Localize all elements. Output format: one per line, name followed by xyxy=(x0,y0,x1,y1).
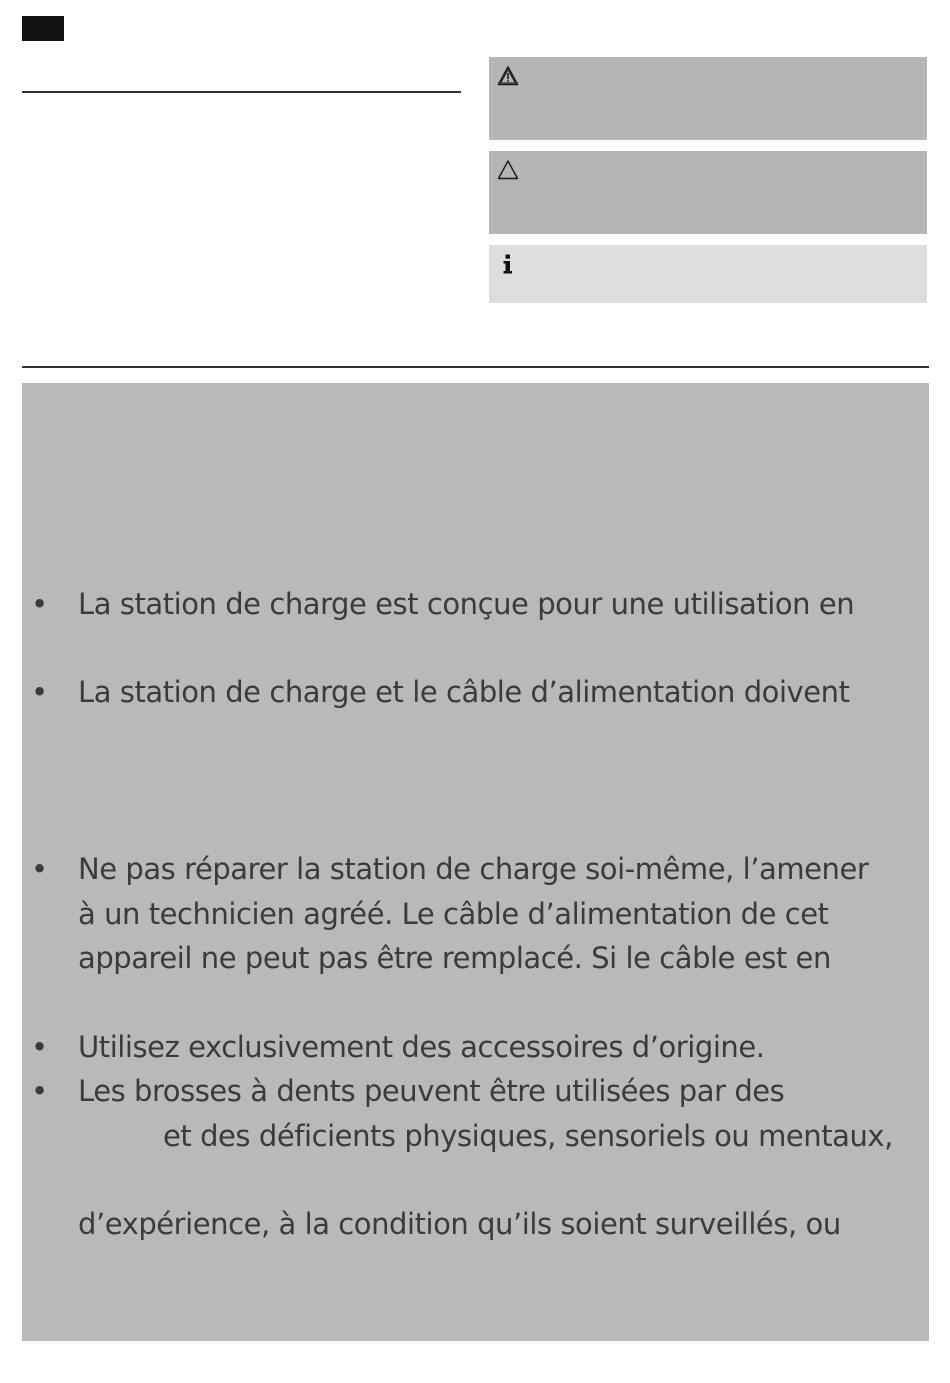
bullet-marker: • xyxy=(31,1030,49,1064)
section-divider xyxy=(22,366,929,368)
info-notice-box xyxy=(489,245,927,303)
caution-triangle-icon xyxy=(497,159,519,181)
safety-line: d’expérience, à la condition qu’ils soient surveillés, ou xyxy=(78,1207,841,1241)
warning-notice-box xyxy=(489,57,927,140)
safety-line: La station de charge est conçue pour une utilisation en xyxy=(78,587,855,621)
safety-line: Utilisez exclusivement des accessoires d’origine. xyxy=(78,1030,765,1064)
warning-triangle-exclamation-icon xyxy=(497,65,519,87)
safety-line: appareil ne peut pas être remplacé. Si le câble est en xyxy=(78,941,831,975)
bullet-marker: • xyxy=(31,1074,49,1108)
safety-line: La station de charge et le câble d’alimentation doivent xyxy=(78,675,850,709)
bullet-marker: • xyxy=(31,587,49,621)
bullet-marker: • xyxy=(31,675,49,709)
section-divider-left xyxy=(22,91,461,93)
safety-line: Les brosses à dents peuvent être utilisées par des xyxy=(78,1074,785,1108)
page-marker xyxy=(22,16,64,41)
safety-line: à un technicien agréé. Le câble d’alimentation de cet xyxy=(78,897,829,931)
bullet-marker: • xyxy=(31,852,49,886)
safety-line: et des déficients physiques, sensoriels ou mentaux, xyxy=(163,1119,893,1153)
info-icon xyxy=(497,253,519,275)
safety-line: Ne pas réparer la station de charge soi-même, l’amener xyxy=(78,852,869,886)
caution-notice-box xyxy=(489,151,927,234)
